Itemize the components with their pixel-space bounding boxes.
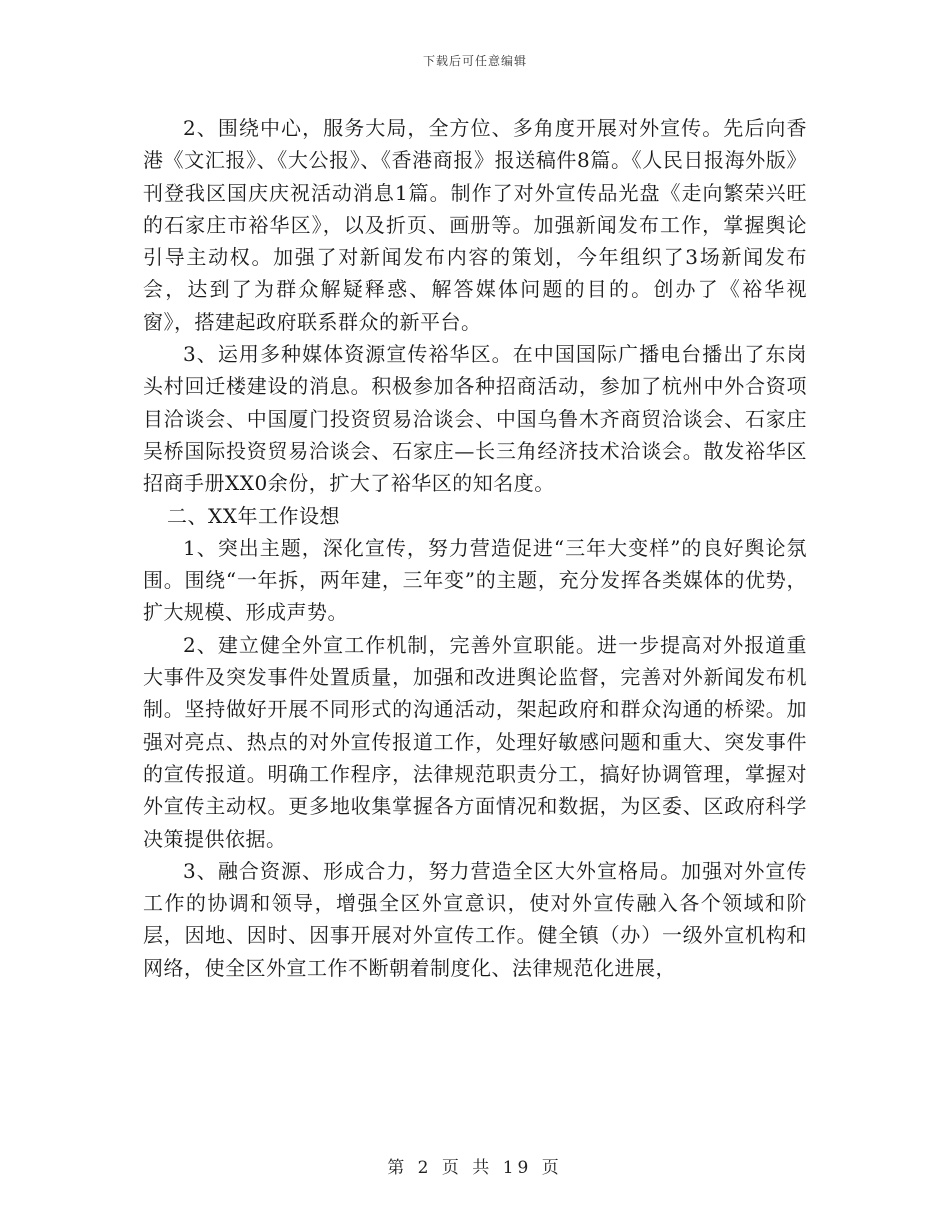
section-heading-plans: 二、XX年工作设想 (167, 503, 340, 528)
paragraph-plan-3: 3、融合资源、形成合力，努力营造全区大外宣格局。加强对外宣传工作的协调和领导，增强全区外宣意识，使对外宣传融入各个领域和阶层，因地、因时、因事开展对外宣传工作。健全镇（办）一级外宣机构和网络，使全区外宣工作不断朝着制度化、法律规范化进展， (143, 858, 807, 980)
paragraph-plan-2: 2、建立健全外宣工作机制，完善外宣职能。进一步提高对外报道重大事件及突发事件处置质量，加强和改进舆论监督，完善对外新闻发布机制。坚持做好开展不同形式的沟通活动，架起政府和群众沟通的桥梁。加强对亮点、热点的对外宣传报道工作，处理好敏感问题和重大、突发事件的宣传报道。明确工作程序，法律规范职责分工，搞好协调管理，掌握对外宣传主动权。更多地收集掌握各方面情况和数据，为区委、区政府科学决策提供依据。 (143, 632, 807, 851)
document-body (143, 112, 807, 984)
paragraph-media-resources: 3、运用多种媒体资源宣传裕华区。在中国国际广播电台播出了东岗头村回迁楼建设的消息。积极参加各种招商活动，参加了杭州中外合资项目洽谈会、中国厦门投资贸易洽谈会、中国乌鲁木齐商贸洽谈会、石家庄吴桥国际投资贸易洽谈会、石家庄—长三角经济技术洽谈会。散发裕华区招商手册XX0余份，扩大了裕华区的知名度。 (143, 342, 807, 496)
page-number-footer: 第 2 页 共 19 页 (387, 1158, 563, 1178)
paragraph-plan-1: 1、突出主题，深化宣传，努力营造促进“三年大变样”的良好舆论氛围。围绕“一年拆，两年建，三年变”的主题，充分发挥各类媒体的优势，扩大规模、形成声势。 (143, 535, 807, 625)
page-header: 下载后可任意编辑 (422, 54, 527, 68)
paragraph-outreach-work: 2、围绕中心，服务大局，全方位、多角度开展对外宣传。先后向香港《文汇报》、《大公报》、《香港商报》报送稿件8篇。《人民日报海外版》刊登我区国庆庆祝活动消息1篇。制作了对外宣传品光盘《走向繁荣兴旺的石家庄市裕华区》，以及折页、画册等。加强新闻发布工作，掌握舆论引导主动权。加强了对新闻发布内容的策划，今年组织了3场新闻发布会，达到了为群众解疑释惑、解答媒体问题的目的。创办了《裕华视窗》，搭建起政府联系群众的新平台。 (143, 116, 807, 334)
